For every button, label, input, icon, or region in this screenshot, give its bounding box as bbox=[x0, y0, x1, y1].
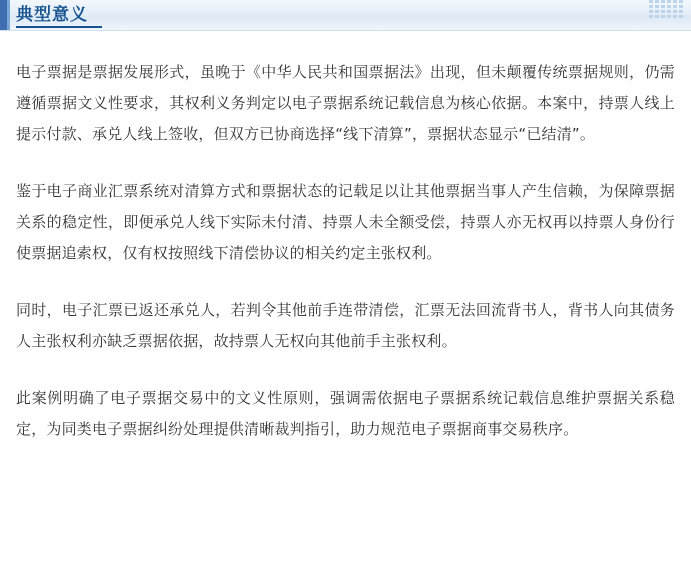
paragraph: 同时，电子汇票已返还承兑人，若判令其他前手连带清偿，汇票无法回流背书人，背书人向其债务人主张权利亦缺乏票据依据，故持票人无权向其他前手主张权利。 bbox=[16, 301, 675, 350]
dot-grid-icon bbox=[649, 0, 685, 22]
paragraph: 电子票据是票据发展形式，虽晚于《中华人民共和国票据法》出现，但未颠覆传统票据规则，仍需遵循票据文义性要求，其权利义务判定以电子票据系统记载信息为核心依据。本案中，持票人线上提示付款、承兑人线上签收，但双方已协商选择“线下清算”，票据状态显示“已结清”。 bbox=[16, 63, 675, 143]
paragraph: 鉴于电子商业汇票系统对清算方式和票据状态的记载足以让其他票据当事人产生信赖，为保障票据关系的稳定性，即便承兑人线下实际未付清、持票人未全额受偿，持票人亦无权再以持票人身份行使票据追索权，仅有权按照线下清偿协议的相关约定主张权利。 bbox=[16, 182, 675, 262]
header-accent-bar bbox=[0, 0, 7, 30]
section-title-underline bbox=[16, 26, 102, 28]
paragraph: 此案例明确了电子票据交易中的文义性原则，强调需依据电子票据系统记载信息维护票据关系稳定，为同类电子票据纠纷处理提供清晰裁判指引，助力规范电子票据商事交易秩序。 bbox=[16, 389, 675, 438]
header-accent-bar-secondary bbox=[7, 0, 10, 30]
section-title: 典型意义 bbox=[16, 5, 88, 25]
document-body bbox=[0, 31, 691, 445]
section-header-banner bbox=[0, 0, 691, 31]
